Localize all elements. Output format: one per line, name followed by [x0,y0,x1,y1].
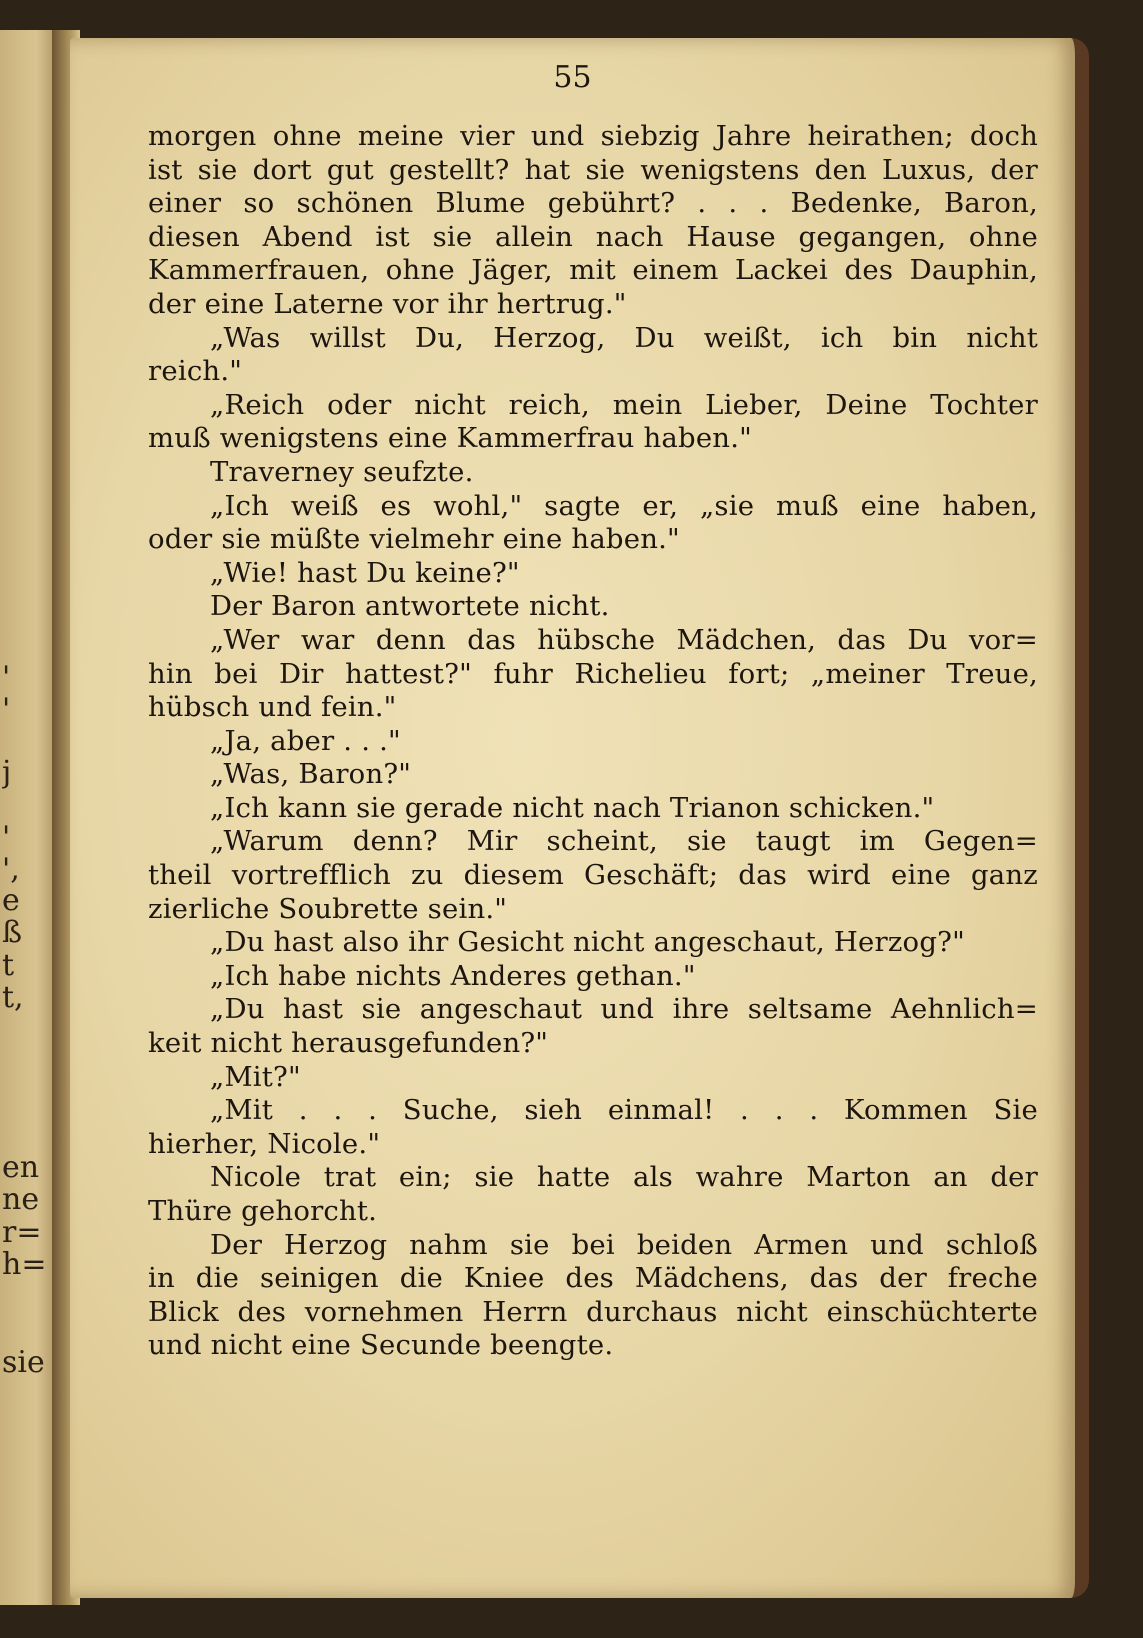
page-number: 55 [553,60,592,95]
left-page-fragment: e [2,883,20,918]
left-page-edge [0,30,60,1605]
text-line: einer so schönen Blume gebührt? . . . Bedenke, Baron, [148,187,1038,220]
text-line: „Was, Baron?" [210,758,412,791]
text-line: „Was willst Du, Herzog, Du weißt, ich bin nicht [210,321,1038,354]
text-line: „Reich oder nicht reich, mein Lieber, Deine Tochter [210,388,1038,421]
text-line: Blick des vornehmen Herrn durchaus nicht einschüchterte [148,1295,1038,1328]
text-line: „Ich habe nichts Anderes gethan." [210,959,696,992]
text-line: ist sie dort gut gestellt? hat sie wenigstens den Luxus, der [148,153,1038,186]
text-line: „Ja, aber . . ." [210,724,401,757]
text-line: „Ich kann sie gerade nicht nach Trianon schicken." [210,791,935,824]
left-page-fragment: ' [2,820,11,855]
text-line: hin bei Dir hattest?" fuhr Richelieu fort; „meiner Treue, [148,657,1038,690]
text-line: morgen ohne meine vier und siebzig Jahre heirathen; doch [148,120,1038,152]
text-line: Der Baron antwortete nicht. [210,590,610,623]
text-line: Traverney seufzte. [210,455,474,488]
left-page-fragment: en [2,1150,40,1185]
text-line: Nicole trat ein; sie hatte als wahre Marton an der [210,1161,1038,1194]
text-line: „Du hast sie angeschaut und ihre seltsame Aehnlich= [210,993,1038,1026]
text-line: „Du hast also ihr Gesicht nicht angeschaut, Herzog?" [210,926,965,959]
left-page-fragment: t [2,948,15,983]
left-page-fragment: ', [2,852,20,887]
text-line: oder sie müßte vielmehr eine haben." [148,523,680,556]
text-line: in die seinigen die Kniee des Mädchens, das der freche [148,1262,1038,1295]
text-line: theil vortrefflich zu diesem Geschäft; das wird eine ganz [148,859,1038,892]
text-line: muß wenigstens eine Kammerfrau haben." [148,422,752,455]
text-line: „Wie! hast Du keine?" [210,556,520,589]
left-page-fragment: sie [2,1345,45,1380]
text-line: hübsch und fein." [148,691,397,724]
text-line: reich." [148,355,243,388]
text-line: Kammerfrauen, ohne Jäger, mit einem Lackei des Dauphin, [148,254,1038,287]
left-page-fragment: ' [2,660,11,695]
text-line: Der Herzog nahm sie bei beiden Armen und schloß [210,1228,1038,1261]
body-text [148,120,1038,1363]
text-line: keit nicht herausgefunden?" [148,1027,549,1060]
text-line: „Wer war denn das hübsche Mädchen, das Du vor= [210,623,1038,656]
left-page-fragment: ß [2,915,23,950]
text-line: hierher, Nicole." [148,1127,381,1160]
text-line: zierliche Soubrette sein." [148,892,508,925]
left-page-fragment: j [2,755,12,790]
left-page-fragment: r= [2,1215,42,1250]
text-line: diesen Abend ist sie allein nach Hause gegangen, ohne [148,220,1038,253]
book-page [70,38,1089,1598]
left-page-fragment: ne [2,1182,40,1217]
left-page-fragment: ' [2,692,11,727]
text-line: „Ich weiß es wohl," sagte er, „sie muß eine haben, [210,489,1038,522]
text-line: „Mit?" [210,1060,301,1093]
text-line: „Mit . . . Suche, sieh einmal! . . . Kommen Sie [210,1094,1038,1127]
left-page-fragment: h= [2,1247,47,1282]
left-page-fragment: t, [2,980,24,1015]
text-line: „Warum denn? Mir scheint, sie taugt im Gegen= [210,825,1038,858]
text-line: der eine Laterne vor ihr hertrug." [148,287,627,320]
text-line: und nicht eine Secunde beengte. [148,1329,614,1362]
text-line: Thüre gehorcht. [148,1195,378,1227]
